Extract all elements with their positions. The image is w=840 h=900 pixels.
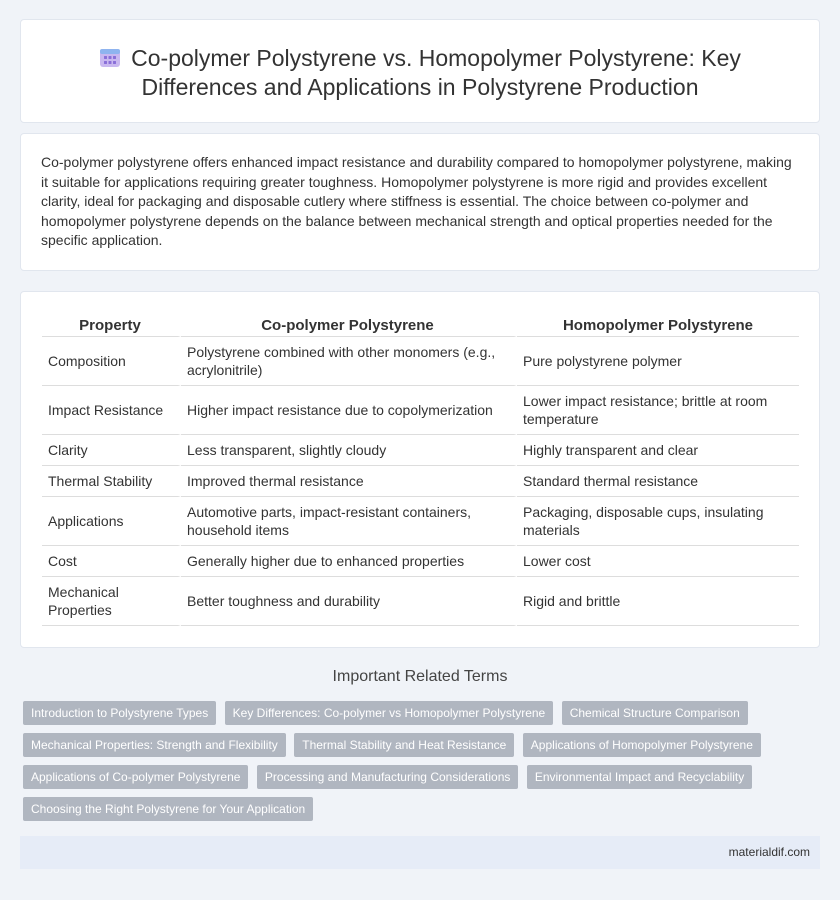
table-row (42, 497, 799, 546)
table-row (42, 546, 799, 577)
related-term-tag[interactable]: Mechanical Properties: Strength and Flexibility (23, 733, 286, 757)
related-term-tag[interactable]: Chemical Structure Comparison (562, 701, 748, 725)
related-terms-title: Important Related Terms (332, 668, 508, 685)
cell-homopolymer: Lower cost (517, 546, 799, 577)
cell-copolymer: Higher impact resistance due to copolymerization (181, 386, 517, 435)
header-copolymer: Co-polymer Polystyrene (181, 315, 517, 337)
page-title (61, 44, 779, 102)
cell-homopolymer: Pure polystyrene polymer (517, 337, 799, 386)
cell-property: Applications (42, 497, 181, 546)
cell-homopolymer: Standard thermal resistance (517, 466, 799, 497)
cell-property: Cost (42, 546, 181, 577)
cell-property: Thermal Stability (42, 466, 181, 497)
table-row (42, 577, 799, 626)
cell-property: Mechanical Properties (42, 577, 181, 626)
related-term-tag[interactable]: Environmental Impact and Recyclability (527, 765, 752, 789)
cell-homopolymer: Highly transparent and clear (517, 435, 799, 466)
table-row (42, 337, 799, 386)
related-term-tag[interactable]: Thermal Stability and Heat Resistance (294, 733, 514, 757)
cell-copolymer: Improved thermal resistance (181, 466, 517, 497)
intro-paragraph: Co-polymer polystyrene offers enhanced impact resistance and durability compared to homopolymer polystyrene, making it suitable for applications requiring greater toughness. Homopolymer polystyrene is more rigid and provides excellent clarity, ideal for packaging and disposable cutlery where stiffness is essential. The choice between co-polymer and homopolymer polystyrene depends on the balance between mechanical strength and optical properties needed for the specific application. (41, 154, 792, 248)
related-term-tag[interactable]: Choosing the Right Polystyrene for Your Application (23, 797, 313, 821)
table-header-row (42, 315, 799, 337)
cell-copolymer: Polystyrene combined with other monomers (e.g., acrylonitrile) (181, 337, 517, 386)
intro-card (20, 133, 820, 271)
cell-copolymer: Better toughness and durability (181, 577, 517, 626)
footer (20, 836, 820, 869)
related-term-tag[interactable]: Introduction to Polystyrene Types (23, 701, 216, 725)
cell-homopolymer: Packaging, disposable cups, insulating materials (517, 497, 799, 546)
cell-copolymer: Automotive parts, impact-resistant containers, household items (181, 497, 517, 546)
table-row (42, 386, 799, 435)
calendar-icon (99, 46, 121, 68)
table-row (42, 435, 799, 466)
related-term-tag[interactable]: Applications of Co-polymer Polystyrene (23, 765, 248, 789)
related-term-tag[interactable]: Applications of Homopolymer Polystyrene (523, 733, 761, 757)
related-term-tag[interactable]: Processing and Manufacturing Considerations (257, 765, 518, 789)
cell-property: Impact Resistance (42, 386, 181, 435)
table-row (42, 466, 799, 497)
related-terms-list (23, 701, 813, 829)
related-term-tag[interactable]: Key Differences: Co-polymer vs Homopolymer Polystyrene (225, 701, 554, 725)
cell-homopolymer: Lower impact resistance; brittle at room temperature (517, 386, 799, 435)
cell-property: Composition (42, 337, 181, 386)
header-property: Property (42, 315, 181, 337)
cell-homopolymer: Rigid and brittle (517, 577, 799, 626)
cell-copolymer: Generally higher due to enhanced properties (181, 546, 517, 577)
title-card (20, 19, 820, 123)
footer-site-link[interactable]: materialdif.com (728, 845, 810, 859)
comparison-table-card (20, 291, 820, 648)
cell-copolymer: Less transparent, slightly cloudy (181, 435, 517, 466)
cell-property: Clarity (42, 435, 181, 466)
page-title-text: Co-polymer Polystyrene vs. Homopolymer Polystyrene: Key Differences and Applications in Polystyrene Production (131, 45, 741, 100)
header-homopolymer: Homopolymer Polystyrene (517, 315, 799, 337)
comparison-table (42, 315, 799, 626)
